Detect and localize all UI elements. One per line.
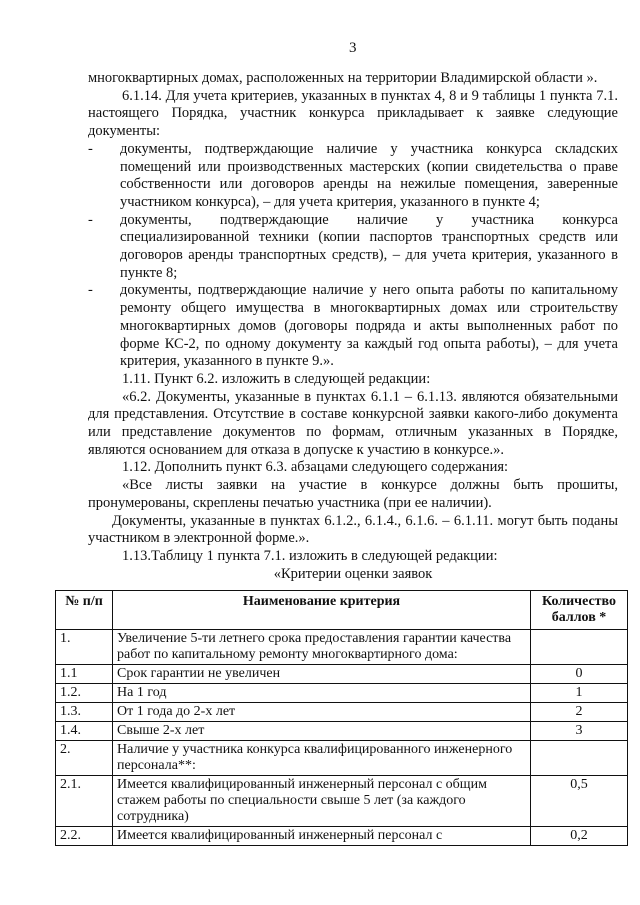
table-row xyxy=(56,722,628,741)
cell-criterion: Имеется квалифицированный инженерный персонал с общим стажем работы по специальности свыше 5 лет (за каждого сотрудника) xyxy=(113,776,531,827)
list-item-text: документы, подтверждающие наличие у участника конкурса складских помещений или производственных мастерских (копии свидетельства о праве собственности или договоров аренды на нежилые помещения, заверенные участником конкурса), – для учета критерия, указанного в пункте 4; xyxy=(120,140,618,210)
cell-points: 0,2 xyxy=(531,827,628,846)
cell-points xyxy=(531,741,628,776)
cell-points: 0,5 xyxy=(531,776,628,827)
list-item xyxy=(88,141,618,212)
cell-criterion: Свыше 2-х лет xyxy=(113,722,531,741)
body-text xyxy=(88,70,618,583)
list-item-text: документы, подтверждающие наличие у него опыта работы по капитальному ремонту общего имущества в многоквартирных домах или строительству многоквартирных домов (договоры подряда и акты выполненных работ по форме КС-2, по одному документу за каждый год опыта работы), – для учета критерия, указанного в пункте 9.». xyxy=(120,282,618,370)
cell-points: 0 xyxy=(531,665,628,684)
cell-number: 1.3. xyxy=(56,703,113,722)
list-bullet: - xyxy=(88,282,93,299)
cell-number: 2. xyxy=(56,741,113,776)
table-row xyxy=(56,741,628,776)
table-row xyxy=(56,630,628,665)
cell-criterion: Имеется квалифицированный инженерный персонал с xyxy=(113,827,531,846)
table-row xyxy=(56,827,628,846)
cell-number: 2.2. xyxy=(56,827,113,846)
paragraph-continuation: многоквартирных домах, расположенных на территории Владимирской области ». xyxy=(88,70,598,86)
page-number: 3 xyxy=(349,40,357,56)
paragraph-6-1-14: 6.1.14. Для учета критериев, указанных в пунктах 4, 8 и 9 таблицы 1 пункта 7.1. настоящего Порядка, участник конкурса прикладывает к заявке следующие документы: xyxy=(88,87,618,140)
paragraph-6-2-quote: «6.2. Документы, указанные в пунктах 6.1.1 – 6.1.13. являются обязательными для представления. Отсутствие в составе конкурсной заявки какого-либо документа или представление документов по формам, отличным указанных в Порядке, являются основанием для отказа в допуске к участию в конкурсе.». xyxy=(88,388,618,458)
cell-points: 2 xyxy=(531,703,628,722)
cell-points: 3 xyxy=(531,722,628,741)
cell-criterion: От 1 года до 2-х лет xyxy=(113,703,531,722)
table-row xyxy=(56,776,628,827)
cell-criterion: Наличие у участника конкурса квалифицированного инженерного персонала**: xyxy=(113,741,531,776)
header-criterion: Наименование критерия xyxy=(113,591,531,630)
header-number: № п/п xyxy=(56,591,113,630)
cell-points: 1 xyxy=(531,684,628,703)
list-item xyxy=(88,282,618,371)
paragraph-sheets-quote: «Все листы заявки на участие в конкурсе должны быть прошиты, пронумерованы, скреплены печатью участника (при ее наличии). xyxy=(88,477,618,511)
cell-number: 1. xyxy=(56,630,113,665)
paragraph-1-11: 1.11. Пункт 6.2. изложить в следующей редакции: xyxy=(122,370,431,387)
list-bullet: - xyxy=(88,211,93,228)
cell-number: 1.1 xyxy=(56,665,113,684)
table-caption: «Критерии оценки заявок xyxy=(273,565,433,582)
cell-number: 1.2. xyxy=(56,684,113,703)
table-row xyxy=(56,684,628,703)
cell-criterion: Увеличение 5-ти летнего срока предоставления гарантии качества работ по капитальному ремонту многоквартирного дома: xyxy=(113,630,531,665)
list-item xyxy=(88,212,618,283)
cell-criterion: На 1 год xyxy=(113,684,531,703)
list-item-text: документы, подтверждающие наличие у участника конкурса специализированной техники (копии паспортов транспортных средств или договоров аренды транспортных средств), – для учета критерия, указанного в пункте 8; xyxy=(120,211,618,281)
criteria-table xyxy=(55,590,628,846)
cell-criterion: Срок гарантии не увеличен xyxy=(113,665,531,684)
cell-number: 2.1. xyxy=(56,776,113,827)
paragraph-1-13: 1.13.Таблицу 1 пункта 7.1. изложить в следующей редакции: xyxy=(122,547,498,564)
list-bullet: - xyxy=(88,140,93,157)
table-row xyxy=(56,665,628,684)
table-row xyxy=(56,703,628,722)
paragraph-electronic-form: Документы, указанные в пунктах 6.1.2., 6.1.4., 6.1.6. – 6.1.11. могут быть поданы участником в электронной форме.». xyxy=(88,512,618,547)
cell-number: 1.4. xyxy=(56,722,113,741)
table-header-row xyxy=(56,591,628,630)
header-points: Количество баллов * xyxy=(531,591,628,630)
cell-points xyxy=(531,630,628,665)
paragraph-1-12: 1.12. Дополнить пункт 6.3. абзацами следующего содержания: xyxy=(122,459,509,476)
